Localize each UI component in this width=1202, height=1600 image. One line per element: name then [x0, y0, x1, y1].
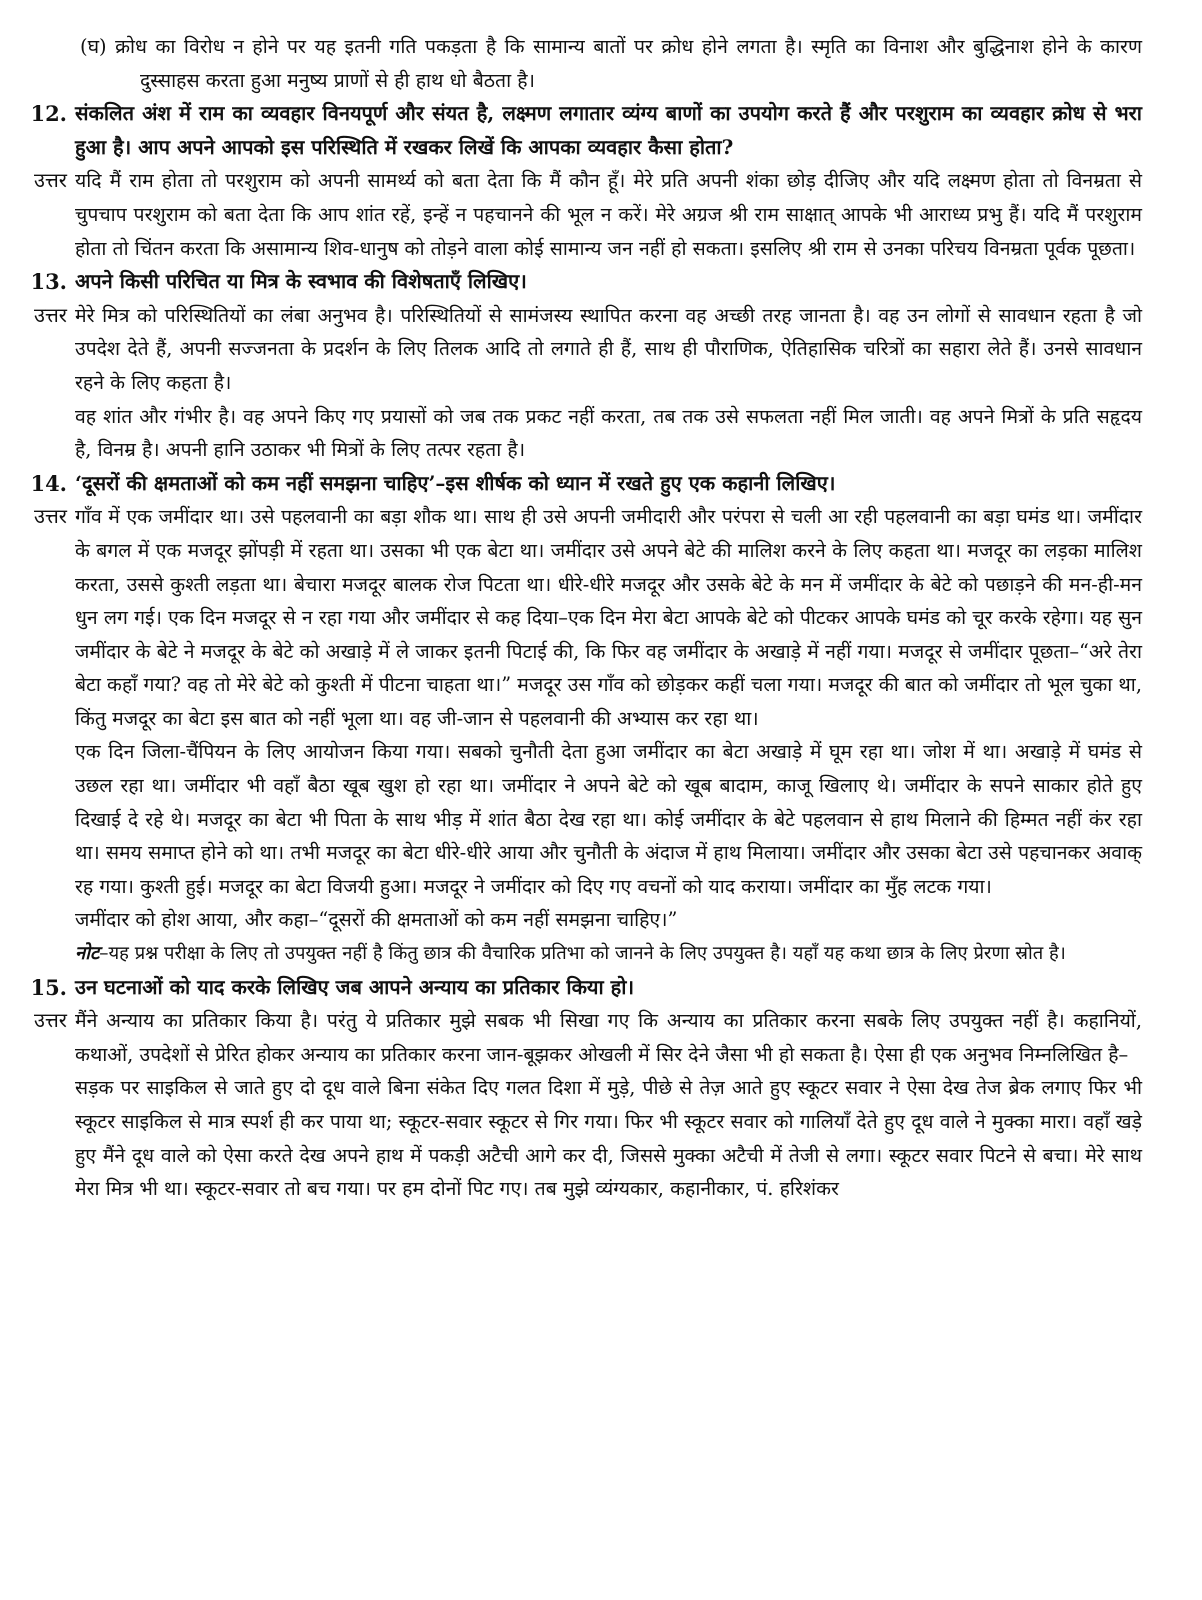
answer-body [75, 1004, 1142, 1206]
question-text: ‘दूसरों की क्षमताओं को कम नहीं समझना चाहिए’–इस शीर्षक को ध्यान में रखते हुए एक कहानी लिखिए। [75, 470, 836, 495]
question-15 [20, 971, 1142, 1005]
question-13 [20, 265, 1142, 299]
answer-body [75, 500, 1142, 970]
note-label: नोट [75, 943, 100, 965]
answer-label: उत्तर [34, 168, 67, 193]
answer-text: यदि मैं राम होता तो परशुराम को अपनी सामर्थ्य को बता देता कि मैं कौन हूँ। मेरे प्रति अपनी शंका छोड़ दीजिए और यदि लक्ष्मण होता तो विनम्रता से चुपचाप परशुराम को बता देता कि आप शांत रहें, इन्हें न पहचानने की भूल न करें। मेरे अग्रज श्री राम साक्षात् आपके भी आराध्य प्रभु हैं। यदि मैं परशुराम होता तो चिंतन करता कि असामान्य शिव-धानुष को तोड़ने वाला कोई सामान्य जन नहीं हो सकता। इसलिए श्री राम से उनका परिचय विनम्रता पूर्वक पूछता। [75, 169, 1142, 260]
answer-label: उत्तर [34, 302, 67, 327]
answer-paragraph: मैंने अन्याय का प्रतिकार किया है। परंतु ये प्रतिकार मुझे सबक भी सिखा गए कि अन्याय का प्रतिकार करना सबके लिए उपयुक्त नहीं है। कहानियों, कथाओं, उपदेशों से प्रेरित होकर अन्याय का प्रतिकार करना जान-बूझकर ओखली में सिर देने जैसा भी हो सकता है। ऐसा ही एक अनुभव निम्नलिखित है– [75, 1009, 1142, 1066]
answer-12 [20, 164, 1142, 265]
answer-label: उत्तर [34, 1008, 67, 1033]
answer-label: उत्तर [34, 504, 67, 529]
answer-paragraph: वह शांत और गंभीर है। वह अपने किए गए प्रयासों को जब तक प्रकट नहीं करता, तब तक उसे सफलता नहीं मिल जाती। वह अपने मित्रों के प्रति सहृदय है, विनम्र है। अपनी हानि उठाकर भी मित्रों के लिए तत्पर रहता है। [75, 404, 1142, 462]
question-14 [20, 467, 1142, 501]
note-text: –यह प्रश्न परीक्षा के लिए तो उपयुक्त नहीं है किंतु छात्र की वैचारिक प्रतिभा को जानने के लिए उपयुक्त है। यहाँ यह कथा छात्र के लिए प्रेरणा स्रोत है। [99, 943, 1066, 965]
question-number: 15. [30, 974, 67, 1000]
answer-paragraph: गाँव में एक जमींदार था। उसे पहलवानी का बड़ा शौक था। साथ ही उसे अपनी जमीदारी और परंपरा से चली आ रही पहलवानी का बड़ा घमंड था। जमींदार के बगल में एक मजदूर झोंपड़ी में रहता था। उसका भी एक बेटा था। जमींदार उसे अपने बेटे की मालिश करने के लिए कहता था। मजदूर का लड़का मालिश करता, उससे कुश्ती लड़ता था। बेचारा मजदूर बालक रोज पिटता था। धीरे-धीरे मजदूर और उसके बेटे के मन में जमींदार के बेटे को पछाड़ने की मन-ही-मन धुन लग गई। एक दिन मजदूर से न रहा गया और जमींदार से कह दिया–एक दिन मेरा बेटा आपके बेटे को पीटकर आपके घमंड को चूर करके रहेगा। यह सुन जमींदार के बेटे ने मजदूर के बेटे को अखाड़े में ले जाकर इतनी पिटाई की, कि फिर वह जमींदार के अखाड़े में नहीं गया। मजदूर से जमींदार पूछता–“अरे तेरा बेटा कहाँ गया? वह तो मेरे बेटे को कुश्ती में पीटना चाहता था।” मजदूर उस गाँव को छोड़कर कहीं चला गया। मजदूर की बात को जमींदार तो भूल चुका था, किंतु मजदूर का बेटा इस बात को नहीं भूला था। वह जी-जान से पहलवानी की अभ्यास कर रहा था। [75, 505, 1142, 730]
sub-point-d [20, 30, 1142, 97]
answer-13 [20, 299, 1142, 467]
question-12 [20, 97, 1142, 164]
question-number: 13. [30, 269, 67, 295]
answer-paragraph: जमींदार को होश आया, और कहा–“दूसरों की क्षमताओं को कम नहीं समझना चाहिए।” [75, 908, 678, 932]
sub-point-d-text: (घ) क्रोध का विरोध न होने पर यह इतनी गति पकड़ता है कि सामान्य बातों पर क्रोध होने लगता है। स्मृति का विनाश और बुद्धिनाश होने के कारण दुस्साहस करता हुआ मनुष्य प्राणों से ही हाथ धो बैठता है। [80, 35, 1142, 92]
question-number: 12. [30, 101, 67, 127]
note [75, 937, 1142, 971]
question-text: उन घटनाओं को याद करके लिखिए जब आपने अन्याय का प्रतिकार किया हो। [75, 974, 635, 999]
answer-body [75, 299, 1142, 467]
answer-14 [20, 500, 1142, 970]
answer-paragraph: एक दिन जिला-चैंपियन के लिए आयोजन किया गया। सबको चुनौती देता हुआ जमींदार का बेटा अखाड़े में घूम रहा था। जोश में था। अखाड़े में घमंड से उछल रहा था। जमींदार भी वहाँ बैठा खूब खुश हो रहा था। जमींदार ने अपने बेटे को खूब बादाम, काजू खिलाए थे। जमींदार के सपने साकार होते हुए दिखाई दे रहे थे। मजदूर का बेटा भी पिता के साथ भीड़ में शांत बैठा देख रहा था। कोई जमींदार के बेटे पहलवान से हाथ मिलाने की हिम्मत नहीं कंर रहा था। समय समाप्त होने को था। तभी मजदूर का बेटा धीरे-धीरे आया और चुनौती के अंदाज में हाथ मिलाया। जमींदार और उसका बेटा उसे पहचानकर अवाक् रह गया। कुश्ती हुई। मजदूर का बेटा विजयी हुआ। मजदूर ने जमींदार को दिए गए वचनों को याद कराया। जमींदार का मुँह लटक गया। [75, 740, 1142, 898]
answer-paragraph: मेरे मित्र को परिस्थितियों का लंबा अनुभव है। परिस्थितियों से सामंजस्य स्थापित करना वह अच्छी तरह जानता है। वह उन लोगों से सावधान रहता है जो उपदेश देते हैं, अपनी सज्जनता के प्रदर्शन के लिए तिलक आदि तो लगाते ही हैं, साथ ही पौराणिक, ऐतिहासिक चरित्रों का सहारा लेते हैं। उनसे सावधान रहने के लिए कहता है। [75, 303, 1142, 394]
sub-point-d-marker: (घ) [80, 35, 107, 58]
answer-paragraph: सड़क पर साइकिल से जाते हुए दो दूध वाले बिना संकेत दिए गलत दिशा में मुड़े, पीछे से तेज़ आते हुए स्कूटर सवार ने ऐसा देख तेज ब्रेक लगाए फिर भी स्कूटर साइकिल से मात्र स्पर्श ही कर पाया था; स्कूटर-सवार स्कूटर से गिर गया। फिर भी स्कूटर सवार को गालियाँ देते हुए दूध वाले ने मुक्का मारा। वहाँ खड़े हुए मैंने दूध वाले को ऐसा करते देख अपने हाथ में पकड़ी अटैची आगे कर दी, जिससे मुक्का अटैची में तेजी से लगा। स्कूटर सवार पिटने से बचा। मेरे साथ मेरा मित्र भी था। स्कूटर-सवार तो बच गया। पर हम दोनों पिट गए। तब मुझे व्यंग्यकार, कहानीकार, पं. हरिशंकर [75, 1076, 1142, 1201]
question-text: अपने किसी परिचित या मित्र के स्वभाव की विशेषताएँ लिखिए। [75, 269, 527, 294]
question-number: 14. [30, 470, 67, 496]
question-text: संकलित अंश में राम का व्यवहार विनयपूर्ण और संयत है, लक्ष्मण लगातार व्यंग्य बाणों का उपयोग करते हैं और परशुराम का व्यवहार क्रोध से भरा हुआ है। आप अपने आपको इस परिस्थिति में रखकर लिखें कि आपका व्यवहार कैसा होता? [75, 101, 1142, 159]
answer-15 [20, 1004, 1142, 1206]
